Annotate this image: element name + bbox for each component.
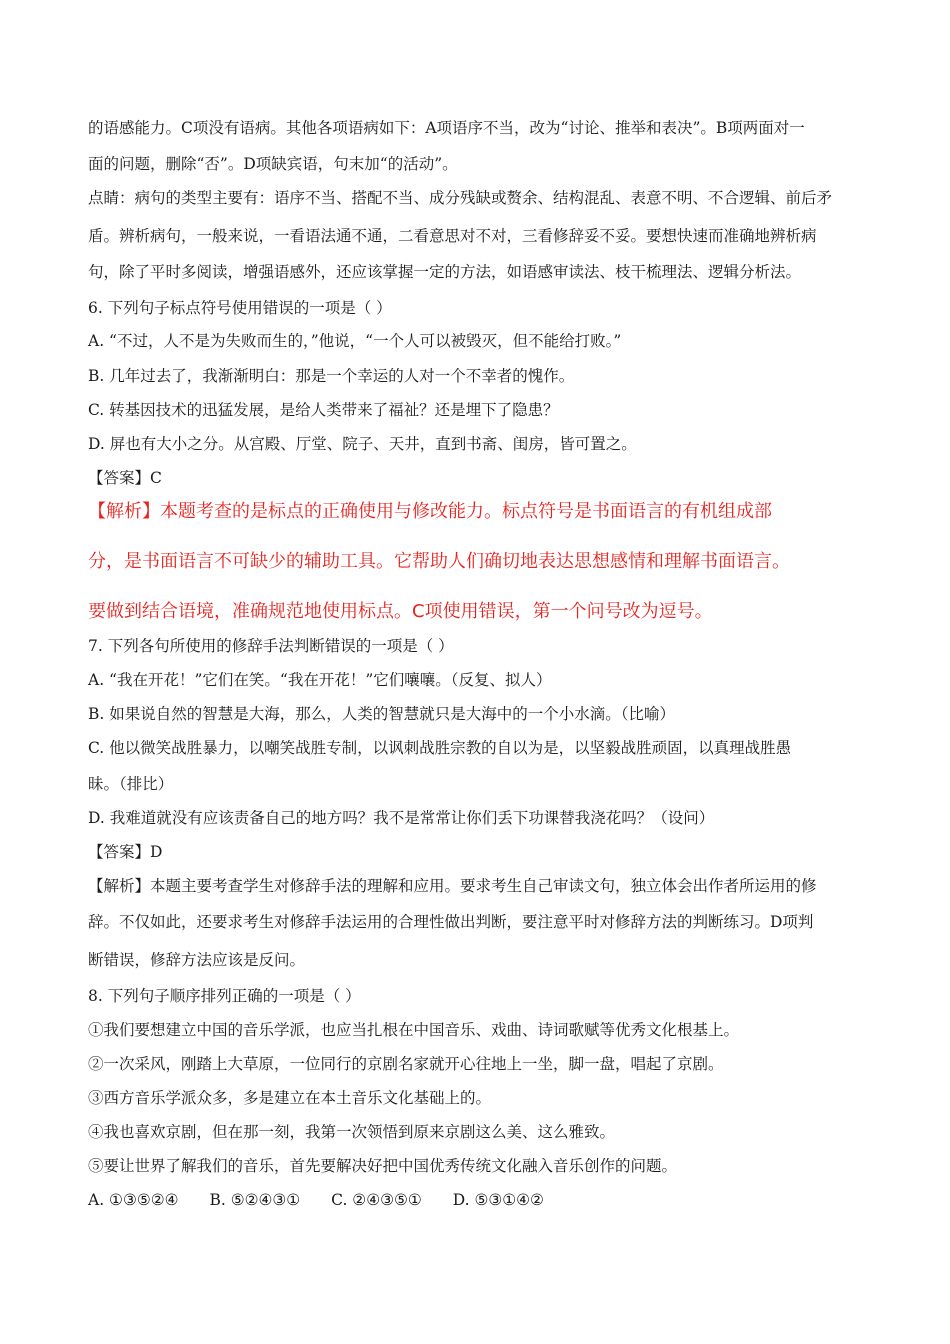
answer-label: 【答案】C xyxy=(88,469,162,487)
q8-option-b: B. ⑤②④③① xyxy=(209,1191,301,1209)
option-c: C. 他以微笑战胜暴力，以嘲笑战胜专制，以讽刺战胜宗教的自以为是，以坚毅战胜顽固，以真理战胜愚 xyxy=(88,739,792,757)
option-a: A. “我在开花！”它们在笑。“我在开花！”它们嚷嚷。（反复、拟人） xyxy=(88,671,552,689)
sentence-3: ③西方音乐学派众多，多是建立在本土音乐文化基础上的。 xyxy=(88,1089,492,1107)
sentence-5: ⑤要让世界了解我们的音乐，首先要解决好把中国优秀传统文化融入音乐创作的问题。 xyxy=(88,1157,678,1175)
text-line: 句，除了平时多阅读，增强语感外，还应该掌握一定的方法，如语感审读法、枝干梳理法、逻辑分析法。 xyxy=(88,263,802,281)
analysis: 断错误，修辞方法应该是反问。 xyxy=(88,951,306,969)
option-c: C. 转基因技术的迅猛发展，是给人类带来了福祉？还是埋下了隐患？ xyxy=(88,401,559,419)
sentence-4: ④我也喜欢京剧，但在那一刻，我第一次领悟到原来京剧这么美、这么雅致。 xyxy=(88,1123,616,1141)
analysis: 辞。不仅如此，还要求考生对修辞手法运用的合理性做出判断，要注意平时对修辞方法的判断练习。D项判 xyxy=(88,913,814,931)
q8-option-c: C. ②④③⑤① xyxy=(331,1191,422,1209)
text-line: 点睛：病句的类型主要有：语序不当、搭配不当、成分残缺或赘余、结构混乱、表意不明、不合逻辑、前后矛 xyxy=(88,189,833,207)
analysis-red: 分，是书面语言不可缺少的辅助工具。它帮助人们确切地表达思想感情和理解书面语言。 xyxy=(88,551,790,572)
option-a: A. “不过，人不是为失败而生的，”他说，“一个人可以被毁灭，但不能给打败。” xyxy=(88,332,622,350)
answer-label: 【答案】D xyxy=(88,843,163,861)
option-c-cont: 昧。（排比） xyxy=(88,775,174,793)
analysis-red: 【解析】本题考查的是标点的正确使用与修改能力。标点符号是书面语言的有机组成部 xyxy=(88,501,772,522)
analysis: 【解析】本题主要考查学生对修辞手法的理解和应用。要求考生自己审读文句，独立体会出作者所运用的修 xyxy=(88,877,817,895)
text-line: 盾。辨析病句，一般来说，一看语法通不通，二看意思对不对，三看修辞妥不妥。要想快速而准确地辨析病 xyxy=(88,227,817,245)
question-6: 6. 下列句子标点符号使用错误的一项是（ ） xyxy=(88,299,392,317)
text-line: 面的问题，删除“否”。D项缺宾语，句末加“的活动”。 xyxy=(88,155,458,173)
option-d: D. 我难道就没有应该责备自己的地方吗？我不是常常让你们丢下功课替我浇花吗？（设问） xyxy=(88,809,715,827)
text-line: 的语感能力。C项没有语病。其他各项语病如下：A项语序不当，改为“讨论、推举和表决”。B项两面对一 xyxy=(88,119,805,137)
question-8: 8. 下列句子顺序排列正确的一项是（ ） xyxy=(88,987,361,1005)
q8-option-d: D. ⑤③①④② xyxy=(452,1191,544,1209)
analysis-red: 要做到结合语境，准确规范地使用标点。C项使用错误，第一个问号改为逗号。 xyxy=(88,601,713,622)
sentence-1: ①我们要想建立中国的音乐学派，也应当扎根在中国音乐、戏曲、诗词歌赋等优秀文化根基上。 xyxy=(88,1021,740,1039)
option-b: B. 几年过去了，我渐渐明白：那是一个幸运的人对一个不幸者的愧作。 xyxy=(88,367,575,385)
option-b: B. 如果说自然的智慧是大海，那么，人类的智慧就只是大海中的一个小水滴。（比喻） xyxy=(88,705,675,723)
question-7: 7. 下列各句所使用的修辞手法判断错误的一项是（ ） xyxy=(88,637,454,655)
sentence-2: ②一次采风，刚踏上大草原，一位同行的京剧名家就开心往地上一坐，脚一盘，唱起了京剧。 xyxy=(88,1055,724,1073)
option-d: D. 屏也有大小之分。从宫殿、厅堂、院子、天井，直到书斋、闺房，皆可置之。 xyxy=(88,435,637,453)
q8-options xyxy=(88,1190,870,1210)
q8-option-a: A. ①③⑤②④ xyxy=(88,1191,179,1209)
